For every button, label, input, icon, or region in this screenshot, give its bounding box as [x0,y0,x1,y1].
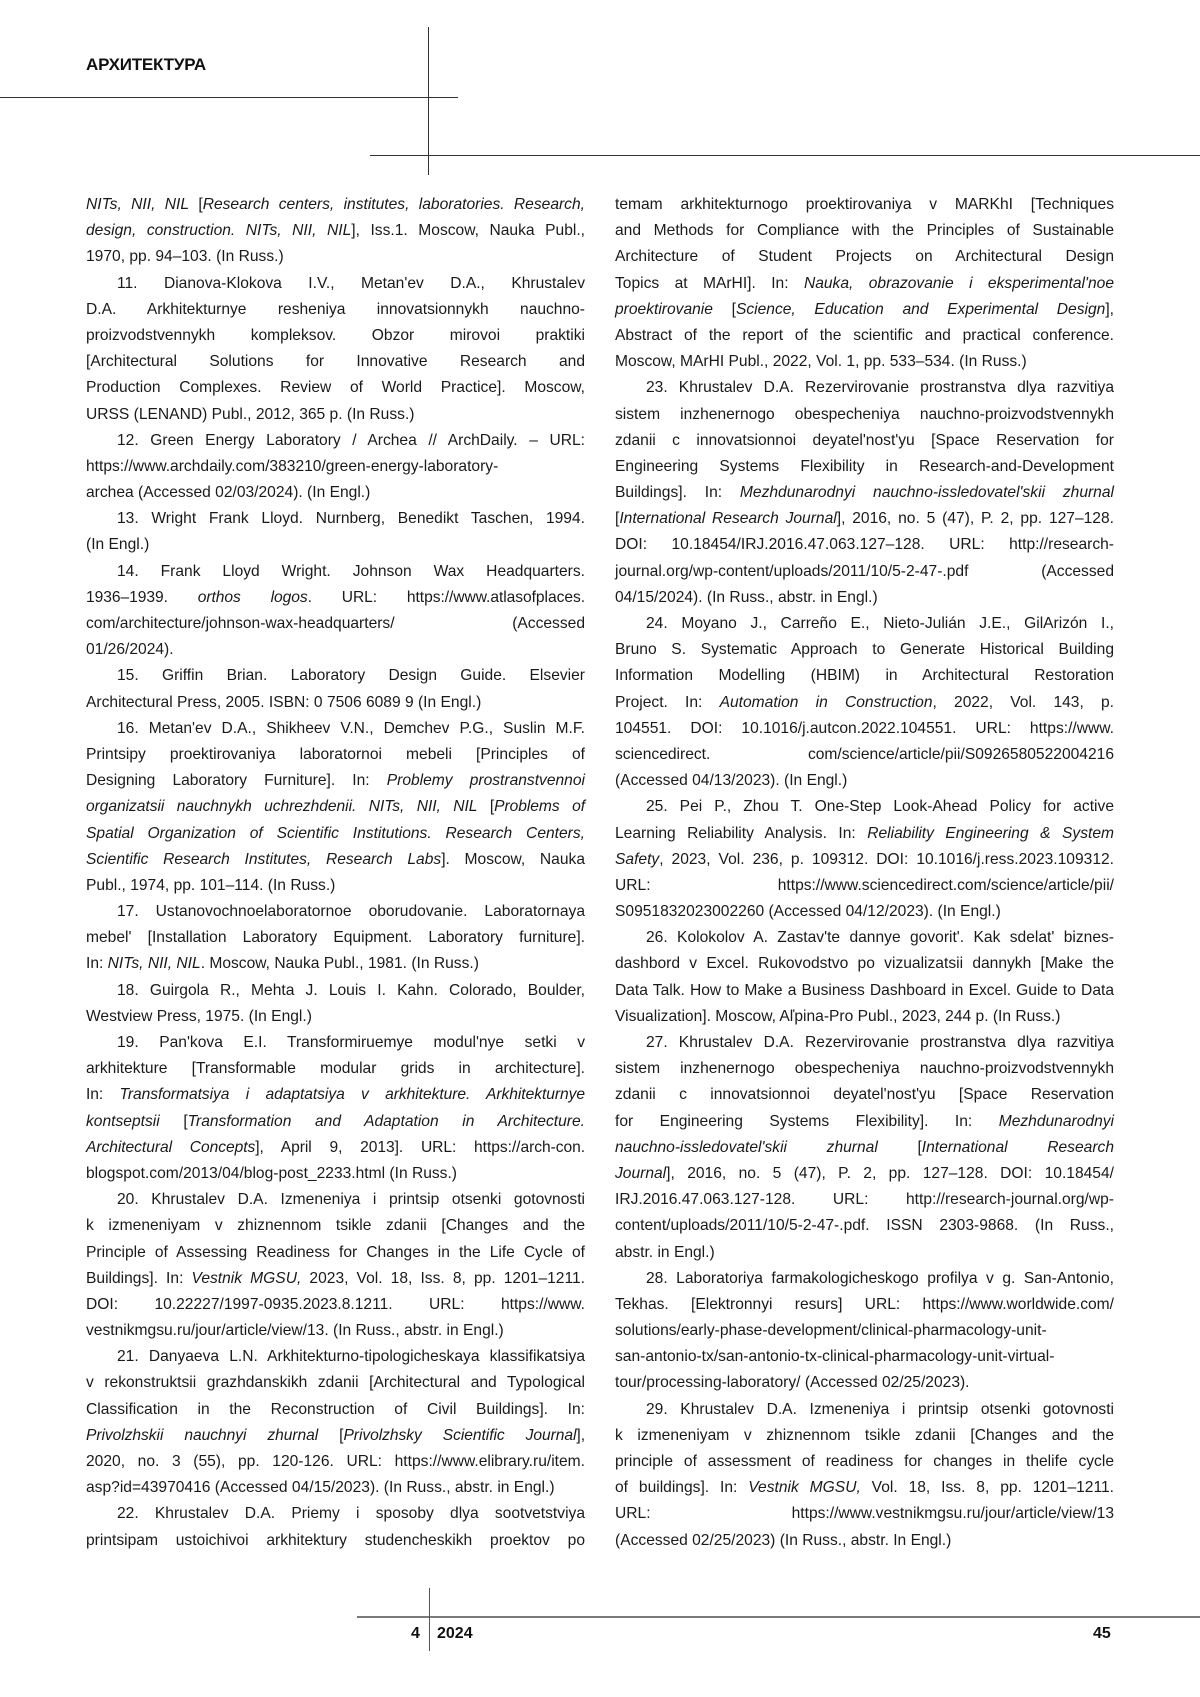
text-segment: [ [713,301,736,318]
text-line: 29. Khrustalev D.A. Izmeneniya i printsip otsenki gotovnosti [615,1397,1114,1423]
text-line: Data Talk. How to Make a Business Dashboard in Excel. Guide to Data [615,978,1114,1004]
page-number: 45 [1093,1625,1111,1643]
text-line [615,1161,1114,1187]
text-line: principle of assessment of readiness for changes in thelife cycle [615,1449,1114,1475]
text-line: and Methods for Compliance with the Principles of Sustainable [615,218,1114,244]
text-line: temam arkhitekturnogo proektirovaniya v MARKhI [Techniques [615,192,1114,218]
reference-entry [86,716,585,899]
italic-title: Privolzhskii nauchnyi zhurnal [86,1427,318,1444]
text-segment: Buildings]. In: [615,484,740,501]
text-segment: Learning Reliability Analysis. In: [615,825,867,842]
references-column-left [86,192,585,1554]
italic-title: Mezhdunarodnyi nauchno-issledovatel'skii zhurnal [740,484,1114,501]
text-segment: 2023, Vol. 18, Iss. 8, pp. 1201–1211. [301,1270,585,1287]
text-line: 15. Griffin Brian. Laboratory Design Guide. Elsevier [86,663,585,689]
text-line: URL: https://www.sciencedirect.com/science/article/pii/ [615,873,1114,899]
text-line [86,821,585,847]
text-line [615,690,1114,716]
text-line: 2020, no. 3 (55), pp. 120-126. URL: https://www.elibrary.ru/item. [86,1449,585,1475]
text-segment: ], 2016, no. 5 (47), P. 2, pp. 127–128. DOI: 10.18454/ [666,1165,1114,1182]
text-line [86,585,585,611]
reference-entry [615,1266,1114,1397]
reference-entry [86,1344,585,1501]
text-line: 20. Khrustalev D.A. Izmeneniya i printsip otsenki gotovnosti [86,1187,585,1213]
text-line: URSS (LENAND) Publ., 2012, 365 p. (In Russ.) [86,402,585,428]
text-line: Engineering Systems Flexibility in Research-and-Development [615,454,1114,480]
text-line [615,271,1114,297]
text-line: S0951832023002260 (Accessed 04/12/2023). (In Engl.) [615,899,1114,925]
italic-title: Mezhdunarodnyi [999,1113,1114,1130]
text-line: Information Modelling (HBIM) in Architectural Restoration [615,663,1114,689]
text-line: com/architecture/johnson-wax-headquarters/ (Accessed [86,611,585,637]
text-line [86,218,585,244]
text-line [86,1266,585,1292]
text-line: 24. Moyano J., Carreño E., Nieto-Julián J.E., GilArizón I., [615,611,1114,637]
header-vertical-rule [428,27,429,175]
text-line: sciencedirect. com/science/article/pii/S0926580522004216 [615,742,1114,768]
reference-entry [615,611,1114,794]
text-line: Bruno S. Systematic Approach to Generate Historical Building [615,637,1114,663]
italic-title: International Research Journal [619,510,836,527]
text-line [615,1475,1114,1501]
text-line: DOI: 10.22227/1997-0935.2023.8.1211. URL: https://www. [86,1292,585,1318]
text-line: Moscow, MArHI Publ., 2022, Vol. 1, pp. 533–534. (In Russ.) [615,349,1114,375]
text-segment: [ [477,798,494,815]
italic-title: Reliability Engineering & System [867,825,1114,842]
text-line: https://www.archdaily.com/383210/green-energy-laboratory- [86,454,585,480]
text-line [86,1082,585,1108]
text-segment: 1936–1939. [86,589,198,606]
text-segment: In: [86,1086,120,1103]
references-column-right [615,192,1114,1554]
italic-title: NITs, NII, NIL [86,196,189,213]
reference-entry [615,1397,1114,1554]
text-line: v rekonstruktsii grazhdanskikh zdanii [Architectural and Typological [86,1370,585,1396]
text-line [86,1135,585,1161]
text-line: tour/processing-laboratory/ (Accessed 02/25/2023). [615,1370,1114,1396]
text-segment: [ [615,510,619,527]
text-line: Westview Press, 1975. (In Engl.) [86,1004,585,1030]
text-line: journal.org/wp-content/uploads/2011/10/5-2-47-.pdf (Accessed [615,559,1114,585]
text-segment: [ [878,1139,922,1156]
reference-entry [615,192,1114,375]
text-segment: ], Iss.1. Moscow, Nauka Publ., [351,222,585,239]
section-title: АРХИТЕКТУРА [86,55,206,75]
italic-title: Science, Education and Experimental Design [736,301,1105,318]
italic-title: nauchno-issledovatel'skii zhurnal [615,1139,878,1156]
text-line: printsipam ustoichivoi arkhitektury studencheskikh proektov po [86,1528,585,1554]
text-line: Printsipy proektirovaniya laboratornoi mebeli [Principles of [86,742,585,768]
reference-entry [86,428,585,507]
italic-title: Spatial Organization of Scientific Institutions. Research Centers, [86,825,585,842]
text-line: [Architectural Solutions for Innovative Research and [86,349,585,375]
text-segment: Vol. 18, Iss. 8, pp. 1201–1211. [861,1479,1114,1496]
text-segment: Designing Laboratory Furniture]. In: [86,772,387,789]
text-line: URL: https://www.vestnikmgsu.ru/jour/article/view/13 [615,1501,1114,1527]
text-line: 104551. DOI: 10.1016/j.autcon.2022.104551. URL: https://www. [615,716,1114,742]
italic-title: orthos logos [198,589,308,606]
text-line: content/uploads/2011/10/5-2-47-.pdf. ISSN 2303-9868. (In Russ., [615,1213,1114,1239]
italic-title: Nauka, obrazovanie i eksperimental'noe [804,275,1114,292]
text-line: zdanii c innovatsionnoi deyatel'nost'yu [Space Reservation [615,1082,1114,1108]
text-line: 16. Metan'ev D.A., Shikheev V.N., Demchev P.G., Suslin M.F. [86,716,585,742]
italic-title: kontseptsii [86,1113,160,1130]
text-line: 25. Pei P., Zhou T. One-Step Look-Ahead Policy for active [615,794,1114,820]
text-line: Publ., 1974, pp. 101–114. (In Russ.) [86,873,585,899]
text-line: Visualization]. Moscow, Aľpina-Pro Publ., 2023, 244 p. (In Russ.) [615,1004,1114,1030]
text-segment: [ [189,196,203,213]
italic-title: Research centers, institutes, laboratories. Research, [203,196,585,213]
reference-entry [86,559,585,664]
text-line [86,768,585,794]
text-line: blogspot.com/2013/04/blog-post_2233.html (In Russ.) [86,1161,585,1187]
issue-year: 2024 [437,1625,473,1643]
text-segment: ], April 9, 2013]. URL: https://arch-con. [255,1139,585,1156]
reference-entry [86,192,585,271]
text-line: 12. Green Energy Laboratory / Archea // ArchDaily. – URL: [86,428,585,454]
text-line: Architectural Press, 2005. ISBN: 0 7506 6089 9 (In Engl.) [86,690,585,716]
footer-vertical-rule [429,1588,430,1651]
text-segment: of buildings]. In: [615,1479,748,1496]
text-line: Abstract of the report of the scientific and practical conference. [615,323,1114,349]
reference-entry [615,375,1114,611]
text-segment: ], [576,1427,585,1444]
text-line: 28. Laboratoriya farmakologicheskogo profilya v g. San-Antonio, [615,1266,1114,1292]
italic-title: design, construction. NITs, NII, NIL [86,222,351,239]
italic-title: Problems of [494,798,585,815]
text-line: 04/15/2024). (In Russ., abstr. in Engl.) [615,585,1114,611]
text-line [615,1109,1114,1135]
italic-title: Automation in Construction [720,694,933,711]
text-line: Architecture of Student Projects on Architectural Design [615,244,1114,270]
text-line: (Accessed 02/25/2023) (In Russ., abstr. In Engl.) [615,1528,1114,1554]
text-line: 19. Pan'kova E.I. Transformiruemye modul'nye setki v [86,1030,585,1056]
text-line [615,297,1114,323]
text-line: mebel' [Installation Laboratory Equipment. Laboratory furniture]. [86,925,585,951]
text-line: zdanii c innovatsionnoi deyatel'nost'yu [Space Reservation for [615,428,1114,454]
text-segment: Buildings]. In: [86,1270,192,1287]
reference-entry [86,978,585,1030]
text-line: 18. Guirgola R., Mehta J. Louis I. Kahn. Colorado, Boulder, [86,978,585,1004]
text-line [86,847,585,873]
text-line: DOI: 10.18454/IRJ.2016.47.063.127–128. URL: http://research- [615,532,1114,558]
text-line: Tekhas. [Elektronnyi resurs] URL: https://www.worldwide.com/ [615,1292,1114,1318]
reference-entry [86,899,585,978]
text-line: solutions/early-phase-development/clinical-pharmacology-unit- [615,1318,1114,1344]
text-line: Classification in the Reconstruction of Civil Buildings]. In: [86,1397,585,1423]
text-line [615,821,1114,847]
text-line: 1970, pp. 94–103. (In Russ.) [86,244,585,270]
text-line: proizvodstvennykh kompleksov. Obzor mirovoi praktiki [86,323,585,349]
reference-entry [615,1030,1114,1266]
reference-entry [615,925,1114,1030]
text-line [86,951,585,977]
text-segment: ], [1105,301,1114,318]
text-line: 21. Danyaeva L.N. Arkhitekturno-tipologicheskaya klassifikatsiya [86,1344,585,1370]
reference-entry [86,1187,585,1344]
reference-entry [86,663,585,715]
text-segment: Project. In: [615,694,720,711]
text-line [86,1109,585,1135]
reference-entry [86,1030,585,1187]
reference-entry [86,506,585,558]
text-segment: ], 2016, no. 5 (47), P. 2, pp. 127–128. [837,510,1114,527]
issue-number: 4 [411,1625,420,1643]
text-line: sistem inzhenernogo obespecheniya nauchno-proizvodstvennykh [615,1056,1114,1082]
italic-title: organizatsii nauchnykh uchrezhdenii. NITs, NII, NIL [86,798,477,815]
text-line: abstr. in Engl.) [615,1240,1114,1266]
text-line: 17. Ustanovochnoelaboratornoe oborudovanie. Laboratornaya [86,899,585,925]
italic-title: Journal [615,1165,666,1182]
text-line: Principle of Assessing Readiness for Changes in the Life Cycle of [86,1240,585,1266]
text-line: archea (Accessed 02/03/2024). (In Engl.) [86,480,585,506]
text-line: 26. Kolokolov A. Zastav'te dannye govorit'. Kak sdelat' biznes- [615,925,1114,951]
italic-title: NITs, NII, NIL [108,955,201,972]
italic-title: Vestnik MGSU, [192,1270,302,1287]
text-line: 14. Frank Lloyd Wright. Johnson Wax Headquarters. [86,559,585,585]
header-rule [0,97,458,98]
italic-title: Architectural Concepts [86,1139,255,1156]
text-line: asp?id=43970416 (Accessed 04/15/2023). (In Russ., abstr. in Engl.) [86,1475,585,1501]
header-rule-secondary [370,155,1200,156]
italic-title: International Research [922,1139,1114,1156]
text-line [86,794,585,820]
text-segment: [ [160,1113,188,1130]
reference-entry [86,1501,585,1553]
text-line: D.A. Arkhitekturnye resheniya innovatsionnykh nauchno- [86,297,585,323]
reference-entry [615,794,1114,925]
text-line [615,847,1114,873]
text-segment: . URL: https://www.atlasofplaces. [308,589,585,606]
italic-title: Vestnik MGSU, [748,1479,861,1496]
italic-title: proektirovanie [615,301,713,318]
text-line: 01/26/2024). [86,637,585,663]
text-line [615,506,1114,532]
italic-title: Safety [615,851,659,868]
text-line [86,1423,585,1449]
italic-title: Problemy prostranstvennoi [387,772,585,789]
text-line: (In Engl.) [86,532,585,558]
text-segment: , 2023, Vol. 236, p. 109312. DOI: 10.1016/j.ress.2023.109312. [659,851,1114,868]
text-line: vestnikmgsu.ru/jour/article/view/13. (In Russ., abstr. in Engl.) [86,1318,585,1344]
text-segment: Topics at MArHI]. In: [615,275,804,292]
text-line: 22. Khrustalev D.A. Priemy i sposoby dlya sootvetstviya [86,1501,585,1527]
text-segment: [ [318,1427,343,1444]
italic-title: Transformatsiya i adaptatsiya v arkhitekture. Arkhitekturnye [120,1086,585,1103]
reference-entry [86,271,585,428]
text-line: k izmeneniyam v zhiznennom tsikle zdanii [Changes and the [615,1423,1114,1449]
italic-title: Transformation and Adaptation in Architecture. [188,1113,585,1130]
footer-rule [357,1616,1200,1618]
text-line: 23. Khrustalev D.A. Rezervirovanie prostranstva dlya razvitiya [615,375,1114,401]
text-line: 11. Dianova-Klokova I.V., Metan'ev D.A., Khrustalev [86,271,585,297]
text-line [615,480,1114,506]
text-line: (Accessed 04/13/2023). (In Engl.) [615,768,1114,794]
italic-title: Scientific Research Institutes, Research Labs [86,851,441,868]
text-line: san-antonio-tx/san-antonio-tx-clinical-pharmacology-unit-virtual- [615,1344,1114,1370]
text-line: k izmeneniyam v zhiznennom tsikle zdanii [Changes and the [86,1213,585,1239]
text-line: Production Complexes. Review of World Practice]. Moscow, [86,375,585,401]
text-line: 13. Wright Frank Lloyd. Nurnberg, Benedikt Taschen, 1994. [86,506,585,532]
text-line: sistem inzhenernogo obespecheniya nauchno-proizvodstvennykh [615,402,1114,428]
text-line: 27. Khrustalev D.A. Rezervirovanie prostranstva dlya razvitiya [615,1030,1114,1056]
text-line [86,192,585,218]
text-segment: ]. Moscow, Nauka [441,851,585,868]
text-line: arkhitekture [Transformable modular grids in architecture]. [86,1056,585,1082]
text-segment: , 2022, Vol. 143, p. [933,694,1114,711]
text-segment: In: [86,955,108,972]
text-segment: . Moscow, Nauka Publ., 1981. (In Russ.) [201,955,479,972]
italic-title: Privolzhsky Scientific Journal [343,1427,576,1444]
text-line: dashbord v Excel. Rukovodstvo po vizualizatsii dannykh [Make the [615,951,1114,977]
text-segment: for Engineering Systems Flexibility]. In: [615,1113,999,1130]
text-line: IRJ.2016.47.063.127-128. URL: http://research-journal.org/wp- [615,1187,1114,1213]
text-line [615,1135,1114,1161]
